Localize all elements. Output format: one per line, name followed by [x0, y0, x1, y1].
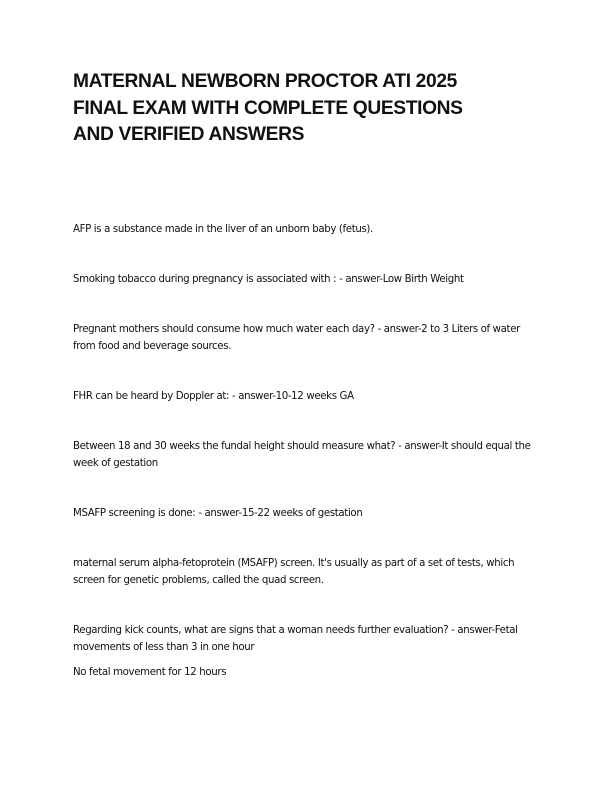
document-title — [73, 69, 543, 149]
paragraph-line: screen for genetic problems, called the quad screen. — [73, 575, 324, 586]
paragraph-line: MSAFP screening is done: - answer-15-22 weeks of gestation — [73, 508, 363, 519]
paragraph-line: week of gestation — [73, 458, 158, 469]
paragraph-line: from food and beverage sources. — [73, 341, 232, 352]
paragraph-line: AFP is a substance made in the liver of an unborn baby (fetus). — [73, 224, 373, 235]
title-line-3: AND VERIFIED ANSWERS — [73, 124, 305, 145]
paragraph-afp-definition — [73, 221, 553, 238]
paragraph-line: maternal serum alpha-fetoprotein (MSAFP) screen. It's usually as part of a set of tests, which — [73, 558, 515, 569]
qa-kick-counts — [73, 622, 553, 656]
qa-smoking-tobacco — [73, 271, 553, 288]
paragraph-line: Between 18 and 30 weeks the fundal height should measure what? - answer-It should equal the — [73, 441, 531, 452]
paragraph-line: Regarding kick counts, what are signs that a woman needs further evaluation? - answer-Fetal — [73, 625, 518, 636]
paragraph-line: Smoking tobacco during pregnancy is associated with : - answer-Low Birth Weight — [73, 274, 464, 285]
qa-water-intake — [73, 321, 553, 355]
title-line-1: MATERNAL NEWBORN PROCTOR ATI 2025 — [73, 71, 457, 92]
qa-fhr-doppler — [73, 388, 553, 405]
paragraph-line: FHR can be heard by Doppler at: - answer-10-12 weeks GA — [73, 391, 354, 402]
qa-fundal-height — [73, 438, 553, 472]
paragraph-no-fetal-movement — [73, 664, 553, 681]
paragraph-line: No fetal movement for 12 hours — [73, 667, 227, 678]
title-line-2: FINAL EXAM WITH COMPLETE QUESTIONS — [73, 97, 463, 119]
paragraph-msafp-screen — [73, 555, 553, 589]
paragraph-line: Pregnant mothers should consume how much water each day? - answer-2 to 3 Liters of water — [73, 324, 520, 335]
paragraph-line: movements of less than 3 in one hour — [73, 642, 255, 653]
qa-msafp-timing — [73, 505, 553, 522]
